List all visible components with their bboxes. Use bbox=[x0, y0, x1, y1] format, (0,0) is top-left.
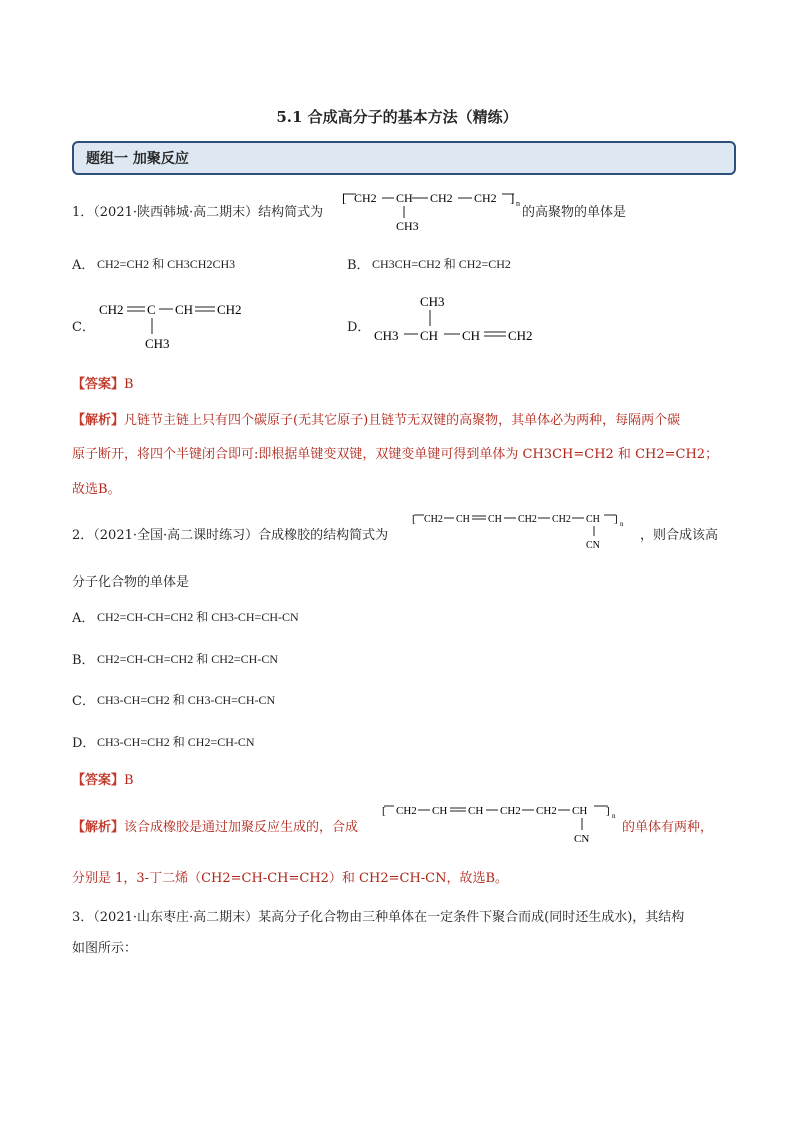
d-chain-3: CH2 bbox=[508, 328, 533, 343]
q2-option-c-label: C． bbox=[72, 694, 95, 709]
q1-analysis-text-3: 故选B。 bbox=[72, 482, 121, 497]
q2-prefix: 2．（2021·全国·高二课时练习）合成橡胶的结构简式为 bbox=[72, 528, 389, 543]
q2-option-a-text: CH2=CH-CH=CH2 和 CH3-CH=CH-CN bbox=[97, 610, 299, 624]
q1-answer-value: B bbox=[124, 377, 134, 392]
svg-text:[: [ bbox=[382, 805, 386, 817]
q1-answer-tag: 【答案】 bbox=[72, 377, 125, 392]
q2-subscript: n bbox=[620, 520, 624, 528]
q2-suffix: ，则合成该高 bbox=[640, 528, 719, 543]
q1-answer bbox=[72, 373, 134, 392]
q2-answer-value: B bbox=[124, 773, 134, 788]
q1-left-bracket: [ bbox=[342, 190, 347, 205]
q2-analysis-text-2: 分别是 1，3-丁二烯（CH2=CH-CH=CH2）和 CH2=CH-CN，故选B。 bbox=[72, 871, 509, 886]
q2-chain-0: CH2 bbox=[424, 514, 443, 525]
q2a-chain-3: CH2 bbox=[500, 805, 521, 817]
q2-line2: 分子化合物的单体是 bbox=[72, 575, 190, 590]
q2-analysis-text-1: 该合成橡胶是通过加聚反应生成的，合成 bbox=[124, 820, 359, 835]
q2-option-b-text: CH2=CH-CH=CH2 和 CH2=CH-CN bbox=[97, 652, 278, 666]
q1-right-bracket: ] bbox=[510, 190, 515, 205]
c-chain-1: C bbox=[147, 302, 156, 317]
q2-option-d-text: CH3-CH=CH2 和 CH2=CH-CN bbox=[97, 735, 255, 749]
q2a-chain-1: CH bbox=[432, 805, 448, 817]
q2-branch: CN bbox=[586, 540, 600, 551]
q1-suffix: 的高聚物的单体是 bbox=[522, 205, 627, 220]
q2-option-c-text: CH3-CH=CH2 和 CH3-CH=CH-CN bbox=[97, 693, 276, 707]
q1-subscript: n bbox=[516, 199, 520, 208]
d-chain-0: CH3 bbox=[374, 328, 399, 343]
q2a-chain-2: CH bbox=[468, 805, 484, 817]
q1-option-a-text: CH2=CH2 和 CH3CH2CH3 bbox=[97, 257, 236, 271]
q2-analysis-tag: 【解析】 bbox=[72, 820, 125, 835]
c-chain-3: CH2 bbox=[217, 302, 242, 317]
svg-text:]: ] bbox=[614, 513, 618, 525]
q1-prefix: 1．（2021·陕西韩城·高二期末）结构简式为 bbox=[72, 205, 324, 220]
q2-chain-4: CH2 bbox=[552, 514, 571, 525]
q1-option-a-label: A． bbox=[72, 258, 95, 273]
q1-option-d-structure bbox=[372, 288, 542, 350]
q1-option-b-text: CH3CH=CH2 和 CH2=CH2 bbox=[372, 257, 511, 271]
q2-chain-3: CH2 bbox=[518, 514, 537, 525]
q2-chain-5: CH bbox=[586, 514, 600, 525]
svg-text:[: [ bbox=[412, 513, 416, 525]
q2-answer bbox=[72, 769, 134, 788]
q1-branch: CH3 bbox=[396, 219, 419, 233]
q1-chain-2: CH2 bbox=[430, 191, 453, 205]
q2-analysis-line1 bbox=[72, 816, 358, 835]
q2-option-b-label: B． bbox=[72, 653, 95, 668]
q1-chain-0: CH2 bbox=[354, 191, 377, 205]
q1-polymer-structure bbox=[340, 184, 522, 236]
q1-analysis-text-1: 凡链节主链上只有四个碳原子(无其它原子)且链节无双键的高聚物，其单体必为两种，每隔两个碳 bbox=[124, 413, 681, 428]
c-chain-2: CH bbox=[175, 302, 194, 317]
q1-chain-3: CH2 bbox=[474, 191, 497, 205]
section-label: 题组一 加聚反应 bbox=[86, 151, 189, 167]
q2-answer-tag: 【答案】 bbox=[72, 773, 125, 788]
q2-option-a-label: A． bbox=[72, 611, 95, 626]
q1-analysis-text-2: 原子断开，将四个半键闭合即可:即根据单键变双键，双键变单键可得到单体为 CH3CH=CH2 和 CH2=CH2； bbox=[72, 447, 719, 462]
q1-analysis-line1 bbox=[72, 409, 680, 428]
q1-option-b-label: B． bbox=[347, 258, 370, 273]
q1-analysis-tag: 【解析】 bbox=[72, 413, 125, 428]
q2-chain-2: CH bbox=[488, 514, 502, 525]
q2a-branch: CN bbox=[574, 833, 590, 845]
q2a-chain-0: CH2 bbox=[396, 805, 417, 817]
q2-chain-1: CH bbox=[456, 514, 470, 525]
q3-line1: 3．（2021·山东枣庄·高二期末）某高分子化合物由三种单体在一定条件下聚合而成(同时还生成水)，其结构 bbox=[72, 910, 685, 925]
q2-option-d-label: D． bbox=[72, 736, 96, 751]
q2-polymer-structure bbox=[410, 508, 636, 554]
q2a-subscript: n bbox=[612, 812, 616, 820]
d-chain-2: CH bbox=[462, 328, 481, 343]
d-chain-1: CH bbox=[420, 328, 439, 343]
c-chain-0: CH2 bbox=[99, 302, 124, 317]
q3-line2: 如图所示： bbox=[72, 941, 138, 956]
q2-analysis-structure bbox=[380, 798, 626, 848]
d-branch: CH3 bbox=[420, 294, 445, 309]
q2a-chain-4: CH2 bbox=[536, 805, 557, 817]
q1-chain-1: CH bbox=[396, 191, 413, 205]
q2-analysis-text-1-suffix: 的单体有两种， bbox=[622, 820, 714, 835]
svg-text:]: ] bbox=[606, 805, 610, 817]
q1-option-d-label: D． bbox=[347, 320, 371, 335]
page-title: 5.1 合成高分子的基本方法（精练） bbox=[276, 108, 518, 126]
q1-option-c-label: C． bbox=[72, 320, 95, 335]
q1-option-c-structure bbox=[97, 296, 257, 356]
c-branch: CH3 bbox=[145, 336, 170, 351]
q2a-chain-5: CH bbox=[572, 805, 588, 817]
